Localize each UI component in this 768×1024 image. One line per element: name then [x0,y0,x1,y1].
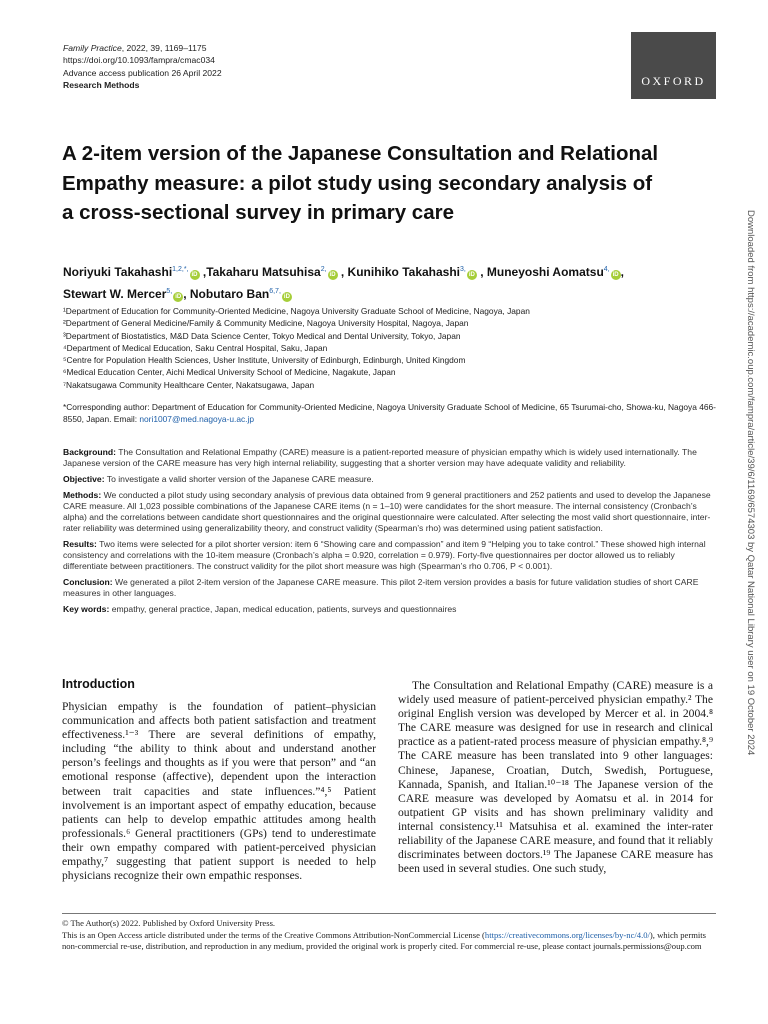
author-separator: , [620,265,624,279]
orcid-icon[interactable]: iD [175,294,182,300]
affiliation: ¹Department of Education for Community-Oriented Medicine, Nagoya University Graduate School of Medicine, Nagoya, Japan [63,306,530,316]
author[interactable]: ,Takaharu Matsuhisa [202,265,321,279]
intro-left-column: Physician empathy is the foundation of patient–physician communication and affects both patient satisfaction and treatment effectiveness.¹⁻³ There are several definitions of empathy, including “the ability to think about and understand another person’s feelings and thoughts as if you were that person” and “an emotional response (affective), dependent upon the interaction between trait capacities and state influences.”⁴,⁵ Patient involvement is an important aspect of empathy education, because patients can help to develop empathic attitudes among health professionals.⁶ General practitioners (GPs) tend to underestimate their own empathy compared with patient-perceived physician empathy,⁷ suggesting that patient support is needed to help physicians recognize their own empathic responses. [62,700,376,883]
abstract-conclusion: Conclusion: We generated a pilot 2-item version of the Japanese CARE measure. This pilot 2-item version provides a basis for future validation studies of short CARE measures in other languages. [63,577,699,598]
affiliation: ⁷Nakatsugawa Community Healthcare Center, Nakatsugawa, Japan [63,379,315,390]
abstract-methods: Methods: We conducted a pilot study using secondary analysis of previous data obtained from 9 general practitioners and 252 patients and used to develop the Japanese CARE measure. All 1,023 possible combinations of the Japanese CARE items (n = 1–10) were candidates for the short measure. The internal consistency (Cronbach’s alpha) and the correlations between candidate short questionnaires and the original questionnaire were calculated. After selecting the most valid short questionnaire, inter-rater reliability was determined using generalizability theory, and construct validity (Spearman’s rho) was determined using patient satisfaction. [63,490,711,533]
intro-right-column: The Consultation and Relational Empathy (CARE) measure is a widely used measure of patient-perceived physician empathy.² The original English version was developed by Mercer et al. in 2004.⁸ The CARE measure was designed for use in research and clinical practice as a patient-rated process measure of physician empathy.⁸,⁹ The CARE measure has been translated into 9 other languages: Chinese, Japanese, Croatian, Dutch, Swedish, Portuguese, Kannada, Spanish, and Italian.¹⁰⁻¹⁸ The Japanese version of the CARE measure was developed by Aomatsu et al. in 2014 for outpatient GP visits and has shown preliminary validity and internal consistency.¹¹ Matsuhisa et al. examined the inter-rater reliability of the Japanese CARE measure, and found that it reliably discriminates between doctors.¹⁹ The Japanese CARE measure has been used in several studies. One such study, [398,679,713,876]
article-section: Research Methods [63,80,140,91]
journal-name: Family Practice [63,43,122,53]
orcid-icon[interactable]: iD [329,272,336,278]
affiliation: ²Department of General Medicine/Family & Community Medicine, Nagoya University Hospital, Nagoya, Japan [63,318,469,329]
affiliations [63,305,723,391]
author[interactable]: , Nobutaro Ban [183,287,270,301]
corresponding-text: *Corresponding author: Department of Education for Community-Oriented Medicine, Nagoya University Graduate School of Medicine, 65 Tsurumai-cho, Showa-ku, Nagoya 466-8550, Japan. Email: [63,402,716,425]
download-note: Downloaded from https://academic.oup.com/fampra/article/39/6/1169/6574303 by Qatar National Library user on 19 October 2024 [745,210,756,756]
author-sup: 6,7, [269,288,281,295]
affiliation: ⁴Department of Medical Education, Saku Central Hospital, Saku, Japan [63,342,328,353]
author[interactable]: Stewart W. Mercer [63,287,167,301]
orcid-icon[interactable]: iD [612,272,619,278]
author[interactable]: Noriyuki Takahashi [63,265,173,279]
copyright: © The Author(s) 2022. Published by Oxford University Press. [62,918,276,928]
citation: , 2022, 39, 1169–1175 [121,43,207,53]
author-sup: 3, [460,266,466,273]
author-sup: 1,2,*, [172,266,189,273]
affiliation: ³Department of Biostatistics, M&D Data Science Center, Tokyo Medical and Dental University, Tokyo, Japan [63,330,461,341]
license-link[interactable]: https://creativecommons.org/licenses/by-nc/4.0/ [484,929,650,940]
author-sup: 2, [320,266,327,273]
author[interactable]: , Muneyoshi Aomatsu [480,265,604,279]
author[interactable]: , Kunihiko Takahashi [340,265,461,279]
abstract-objective: Objective: To investigate a valid shorter version of the Japanese CARE measure. [63,474,374,484]
footer-divider [62,913,716,914]
corresponding-author [63,401,723,426]
license-footer [62,918,722,953]
corresponding-email[interactable]: nori1007@med.nagoya-u.ac.jp [139,414,255,425]
license-text: This is an Open Access article distributed under the terms of the Creative Commons Attribution-NonCommercial License (https://creativecommons.org/licenses/by-nc/4.0/), which permits non-commercial re-use, distribution, and reproduction in any medium, provided the original work is properly cited. For commercial re-use, please contact journals.permissions@oup.com [62,929,706,952]
publisher-name: OXFORD [641,74,706,88]
doi-link[interactable]: https://doi.org/10.1093/fampra/cmac034 [63,55,215,66]
advance-access: Advance access publication 26 April 2022 [63,67,222,78]
affiliation: ⁵Centre for Population Health Sciences, Usher Institute, University of Edinburgh, Edinburgh, United Kingdom [63,355,466,366]
keywords: Key words: empathy, general practice, Japan, medical education, patients, surveys and questionnaires [63,604,457,614]
author-sup: 4, [603,266,610,273]
orcid-icon[interactable]: iD [191,272,198,278]
abstract-results: Results: Two items were selected for a pilot shorter version: item 6 “Showing care and compassion” and item 9 “Helping you to take control.” These showed high internal consistency and correlations with the 10-item measure (Cronbach’s alpha = 0.920, correlation = 0.979). Forty-five questionnaires per doctor allowed us to reliably differentiate between practitioners. The construct validity for the pilot short measure was high (Spearman’s rho 0.706, P < 0.001). [63,539,706,571]
section-heading: Introduction [62,677,135,691]
orcid-icon[interactable]: iD [283,294,290,300]
article-header [63,42,222,92]
affiliation: ⁶Medical Education Center, Aichi Medical University School of Medicine, Nagakute, Japan [63,367,396,378]
download-watermark [744,210,756,830]
publisher-logo [631,32,716,99]
abstract-background: Background: The Consultation and Relational Empathy (CARE) measure is a patient-reported measure of physician empathy which is widely used internationally. The Japanese version of the CARE measure has very high internal reliability, suggesting that a shorter version may have adequate validity and reliability. [63,447,697,468]
journal-citation [63,42,222,54]
author-list [63,260,723,304]
abstract [63,447,716,620]
author-sup: 5, [166,288,173,295]
orcid-icon[interactable]: iD [468,272,475,278]
article-title: A 2-item version of the Japanese Consultation and Relational Empathy measure: a pilot study using secondary analysis of a cross-sectional survey in primary care [62,142,659,224]
